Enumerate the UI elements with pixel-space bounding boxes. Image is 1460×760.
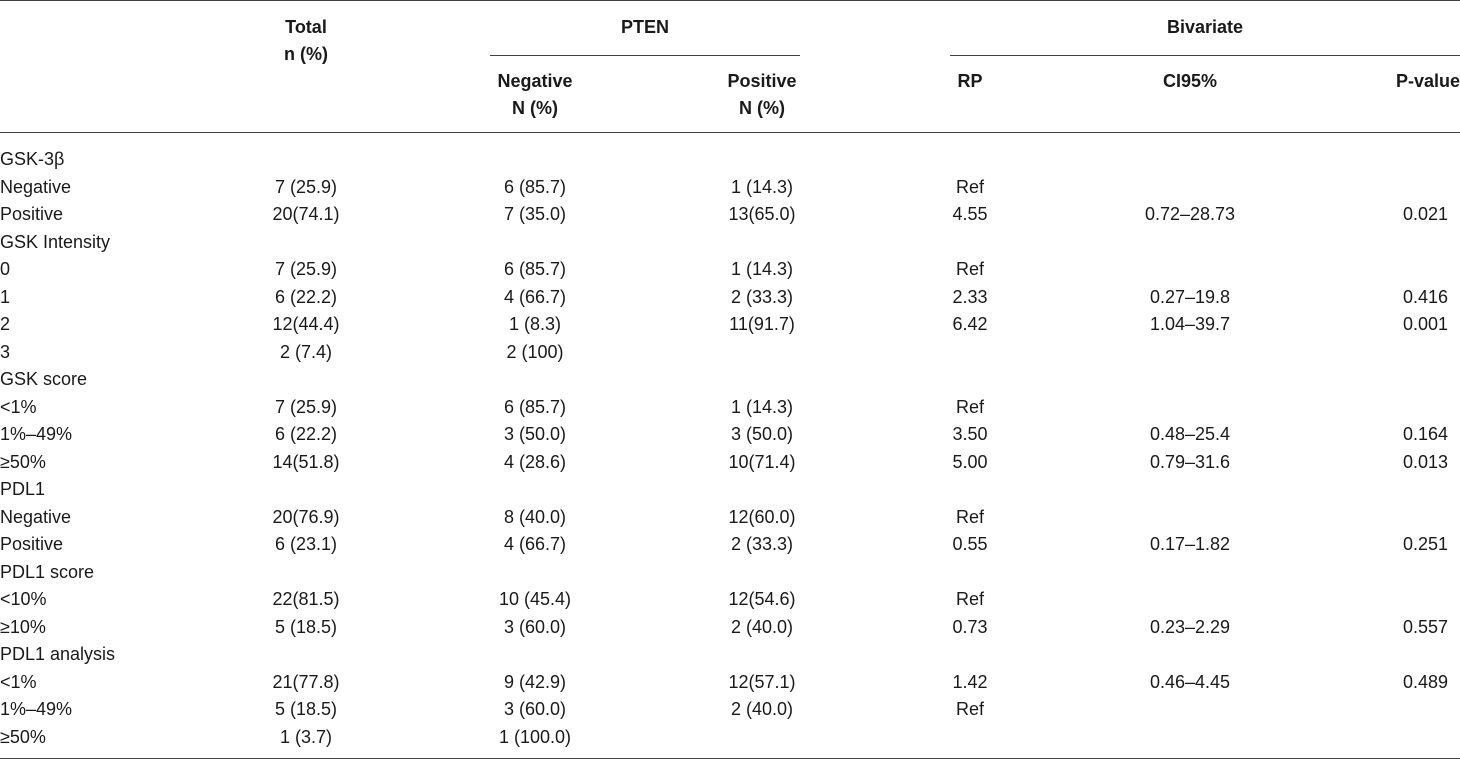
row-label: Negative <box>0 177 72 197</box>
cell-negative: 9 (42.9) <box>503 672 567 692</box>
cell-rp: 2.33 <box>952 287 988 307</box>
row-label: GSK Intensity <box>0 232 111 252</box>
cell-total: 12(44.4) <box>272 314 340 334</box>
cell-ci95: 0.46–4.45 <box>1149 672 1231 692</box>
cell-negative: 1 (100.0) <box>498 727 572 747</box>
cell-rp: Ref <box>955 699 984 719</box>
cell-pvalue: 0.013 <box>1402 452 1448 472</box>
row-label: PDL1 <box>0 479 46 499</box>
row-label: 1 <box>0 287 11 307</box>
cell-rp: 0.55 <box>952 534 988 554</box>
cell-negative: 4 (66.7) <box>503 287 567 307</box>
header-positive-line2: N (%) <box>739 98 785 118</box>
cell-rp: Ref <box>955 507 984 527</box>
cell-total: 6 (22.2) <box>274 424 338 444</box>
row-label: <1% <box>0 397 37 417</box>
cell-negative: 6 (85.7) <box>503 397 567 417</box>
cell-total: 7 (25.9) <box>274 177 338 197</box>
cell-negative: 8 (40.0) <box>503 507 567 527</box>
row-label: Positive <box>0 204 64 224</box>
cell-total: 20(76.9) <box>272 507 340 527</box>
cell-positive: 2 (40.0) <box>730 617 794 637</box>
header-bottom-rule <box>0 132 1460 133</box>
cell-ci95: 0.79–31.6 <box>1149 452 1231 472</box>
cell-positive: 11(91.7) <box>729 314 795 334</box>
cell-ci95: 0.23–2.29 <box>1149 617 1231 637</box>
cell-total: 7 (25.9) <box>274 259 338 279</box>
cell-rp: 1.42 <box>952 672 988 692</box>
cell-positive: 3 (50.0) <box>730 424 794 444</box>
header-negative-line1: Negative <box>497 71 573 91</box>
header-negative <box>470 68 600 122</box>
row-label: PDL1 score <box>0 562 95 582</box>
cell-positive: 13(65.0) <box>728 204 796 224</box>
row-label: <10% <box>0 589 47 609</box>
bivariate-underline <box>950 55 1460 56</box>
cell-total: 21(77.8) <box>272 672 340 692</box>
top-rule <box>0 0 1460 1</box>
cell-total: 1 (3.7) <box>279 727 333 747</box>
cell-positive: 1 (14.3) <box>730 177 794 197</box>
cell-total: 14(51.8) <box>272 452 340 472</box>
row-label: GSK-3β <box>0 149 65 169</box>
header-total-line2: n (%) <box>284 44 328 64</box>
cell-positive: 2 (33.3) <box>730 534 794 554</box>
cell-total: 20(74.1) <box>272 204 340 224</box>
cell-total: 2 (7.4) <box>279 342 333 362</box>
cell-negative: 6 (85.7) <box>503 259 567 279</box>
row-label: GSK score <box>0 369 88 389</box>
cell-total: 5 (18.5) <box>274 699 338 719</box>
cell-positive: 10(71.4) <box>728 452 796 472</box>
cell-negative: 10 (45.4) <box>498 589 572 609</box>
header-rp: RP <box>957 71 983 91</box>
row-label: PDL1 analysis <box>0 644 116 664</box>
cell-rp: Ref <box>955 259 984 279</box>
cell-pvalue: 0.489 <box>1402 672 1448 692</box>
cell-positive: 12(57.1) <box>728 672 796 692</box>
cell-total: 5 (18.5) <box>274 617 338 637</box>
row-label: Positive <box>0 534 64 554</box>
cell-total: 7 (25.9) <box>274 397 338 417</box>
cell-rp: Ref <box>955 177 984 197</box>
cell-ci95: 0.72–28.73 <box>1144 204 1236 224</box>
cell-ci95: 0.27–19.8 <box>1149 287 1231 307</box>
row-label: <1% <box>0 672 37 692</box>
cell-positive: 12(54.6) <box>728 589 796 609</box>
cell-pvalue: 0.557 <box>1402 617 1448 637</box>
pten-underline <box>490 55 800 56</box>
cell-rp: 3.50 <box>952 424 988 444</box>
row-label: ≥50% <box>0 727 46 747</box>
cell-negative: 3 (50.0) <box>503 424 567 444</box>
cell-rp: Ref <box>955 589 984 609</box>
cell-rp: 6.42 <box>952 314 988 334</box>
header-ci95: CI95% <box>1162 71 1218 91</box>
row-label: 2 <box>0 314 11 334</box>
cell-rp: Ref <box>955 397 984 417</box>
cell-negative: 2 (100) <box>506 342 564 362</box>
cell-pvalue: 0.001 <box>1402 314 1448 334</box>
cell-total: 22(81.5) <box>272 589 340 609</box>
cell-negative: 4 (66.7) <box>503 534 567 554</box>
cell-positive: 1 (14.3) <box>730 259 794 279</box>
header-total-line1: Total <box>285 17 327 37</box>
cell-positive: 1 (14.3) <box>730 397 794 417</box>
cell-total: 6 (22.2) <box>274 287 338 307</box>
cell-pvalue: 0.416 <box>1402 287 1448 307</box>
header-pten: PTEN <box>620 17 669 37</box>
cell-negative: 7 (35.0) <box>503 204 567 224</box>
cell-positive: 2 (33.3) <box>730 287 794 307</box>
header-pvalue: P-value <box>1395 71 1460 91</box>
cell-negative: 1 (8.3) <box>508 314 562 334</box>
header-positive-line1: Positive <box>727 71 797 91</box>
cell-rp: 0.73 <box>952 617 988 637</box>
header-positive <box>700 68 824 122</box>
cell-ci95: 1.04–39.7 <box>1149 314 1231 334</box>
bottom-rule <box>0 758 1460 759</box>
row-label: ≥10% <box>0 617 46 637</box>
header-negative-line2: N (%) <box>512 98 558 118</box>
cell-total: 6 (23.1) <box>274 534 338 554</box>
row-label: 0 <box>0 259 11 279</box>
cell-ci95: 0.48–25.4 <box>1149 424 1231 444</box>
header-total <box>250 14 362 68</box>
cell-rp: 5.00 <box>952 452 988 472</box>
row-label: 1%–49% <box>0 699 73 719</box>
row-label: Negative <box>0 507 72 527</box>
cell-negative: 6 (85.7) <box>503 177 567 197</box>
cell-positive: 12(60.0) <box>728 507 796 527</box>
cell-pvalue: 0.021 <box>1402 204 1448 224</box>
cell-pvalue: 0.251 <box>1402 534 1448 554</box>
header-bivariate: Bivariate <box>1166 17 1244 37</box>
cell-positive: 2 (40.0) <box>730 699 794 719</box>
cell-ci95: 0.17–1.82 <box>1149 534 1231 554</box>
cell-negative: 3 (60.0) <box>503 617 567 637</box>
cell-negative: 4 (28.6) <box>503 452 567 472</box>
cell-negative: 3 (60.0) <box>503 699 567 719</box>
row-label: 3 <box>0 342 11 362</box>
cell-rp: 4.55 <box>952 204 988 224</box>
row-label: 1%–49% <box>0 424 73 444</box>
row-label: ≥50% <box>0 452 46 472</box>
cell-pvalue: 0.164 <box>1402 424 1448 444</box>
